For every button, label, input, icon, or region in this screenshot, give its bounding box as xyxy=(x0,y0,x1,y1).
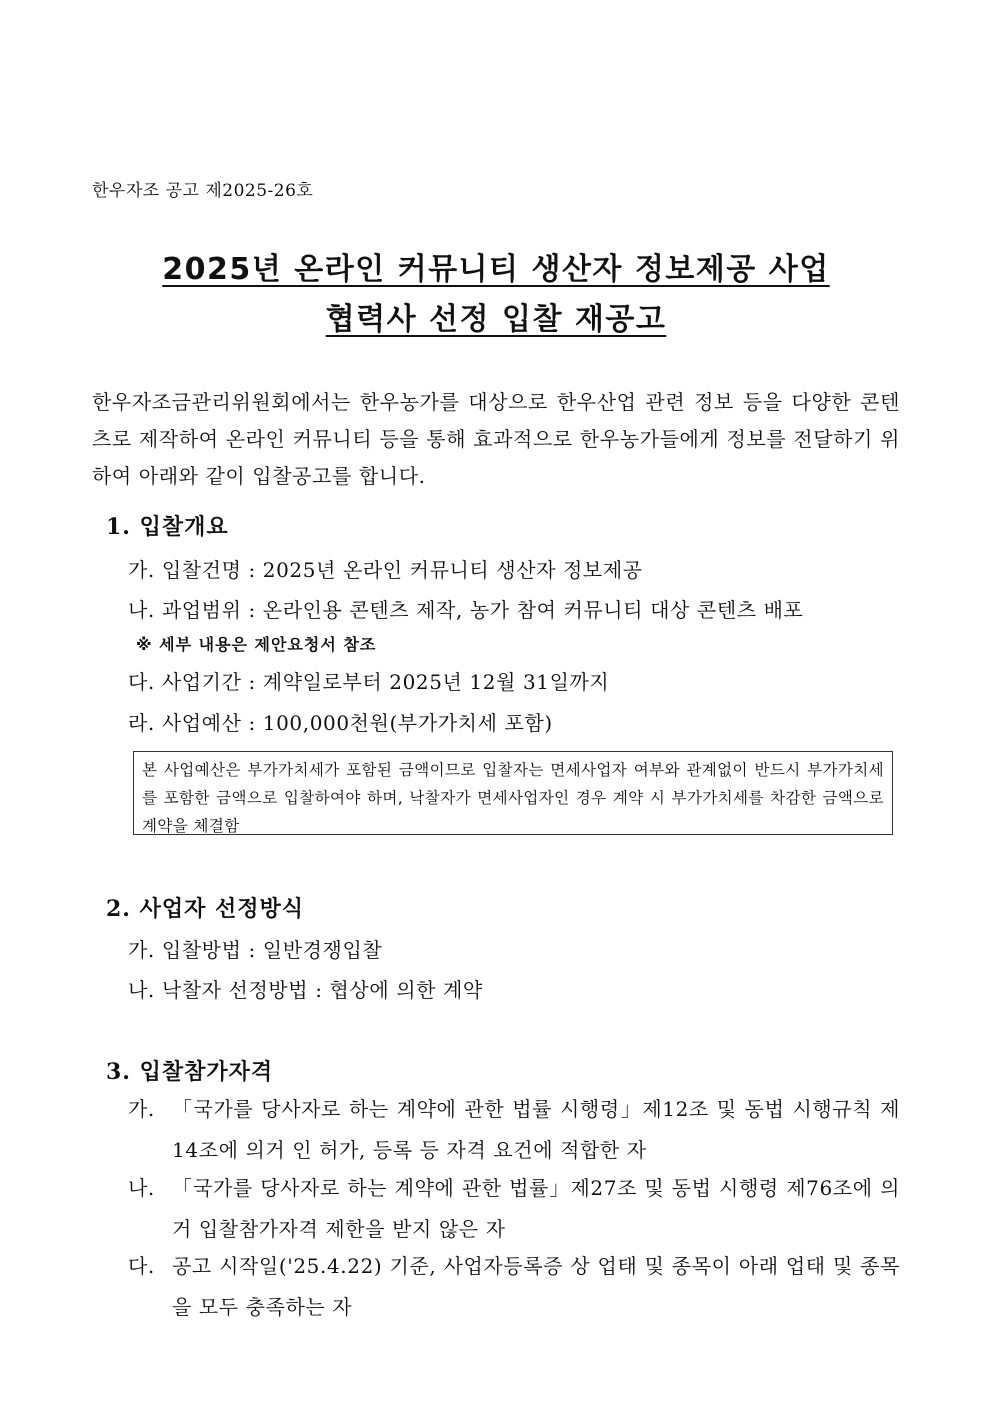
section1-heading: 1. 입찰개요 xyxy=(106,514,229,540)
item-label: 다. xyxy=(128,1254,155,1278)
title-line1-text: 2025년 온라인 커뮤니티 생산자 정보제공 사업 xyxy=(162,252,830,287)
document-title-line2 xyxy=(0,294,992,338)
section2-item-method: 가. 입찰방법 : 일반경쟁입찰 xyxy=(128,938,383,962)
item-text: 「국가를 당사자로 하는 계약에 관한 법률 시행령」제12조 및 동법 시행규칙 제14조에 의거 인 허가, 등록 등 자격 요건에 적합한 자 xyxy=(172,1097,900,1162)
intro-paragraph: 한우자조금관리위원회에서는 한우농가를 대상으로 한우산업 관련 정보 등을 다양한 콘텐츠로 제작하여 온라인 커뮤니티 등을 통해 효과적으로 한우농가들에게 정보를 전달하기 위하여 아래와 같이 입찰공고를 합니다. xyxy=(92,390,900,488)
section1-item-budget: 라. 사업예산 : 100,000천원(부가가치세 포함) xyxy=(128,711,553,735)
section2-heading: 2. 사업자 선정방식 xyxy=(106,896,305,922)
item-text: 「국가를 당사자로 하는 계약에 관한 법률」제27조 및 동법 시행령 제76조에 의거 입찰참가자격 제한을 받지 않은 자 xyxy=(172,1176,900,1241)
section1-item-name: 가. 입찰건명 : 2025년 온라인 커뮤니티 생산자 정보제공 xyxy=(128,558,643,582)
section1-note: ※ 세부 내용은 제안요청서 참조 xyxy=(136,635,377,654)
section3-item-c xyxy=(128,1246,900,1328)
section3-item-a xyxy=(128,1089,900,1171)
document-title-line1 xyxy=(0,244,992,288)
item-text: 공고 시작일('25.4.22) 기준, 사업자등록증 상 업태 및 종목이 아래 업태 및 종목을 모두 충족하는 자 xyxy=(172,1254,900,1319)
title-line2-text: 협력사 선정 입찰 재공고 xyxy=(325,302,667,337)
item-label: 가. xyxy=(128,1097,155,1121)
section1-item-period: 다. 사업기간 : 계약일로부터 2025년 12월 31일까지 xyxy=(128,670,610,694)
budget-note-box: 본 사업예산은 부가가치세가 포함된 금액이므로 입찰자는 면세사업자 여부와 관계없이 반드시 부가가치세를 포함한 금액으로 입찰하여야 하며, 낙찰자가 면세사업자인 경우 계약 시 부가가치세를 차감한 금액으로 계약을 체결함 xyxy=(133,751,893,835)
section2-item-selection: 나. 낙찰자 선정방법 : 협상에 의한 계약 xyxy=(128,978,483,1002)
section1-item-scope: 나. 과업범위 : 온라인용 콘텐츠 제작, 농가 참여 커뮤니티 대상 콘텐츠 배포 xyxy=(128,598,804,622)
section3-heading: 3. 입찰참가자격 xyxy=(106,1059,274,1085)
item-label: 나. xyxy=(128,1176,155,1200)
notice-number: 한우자조 공고 제2025-26호 xyxy=(92,181,314,201)
section3-item-b xyxy=(128,1168,900,1250)
